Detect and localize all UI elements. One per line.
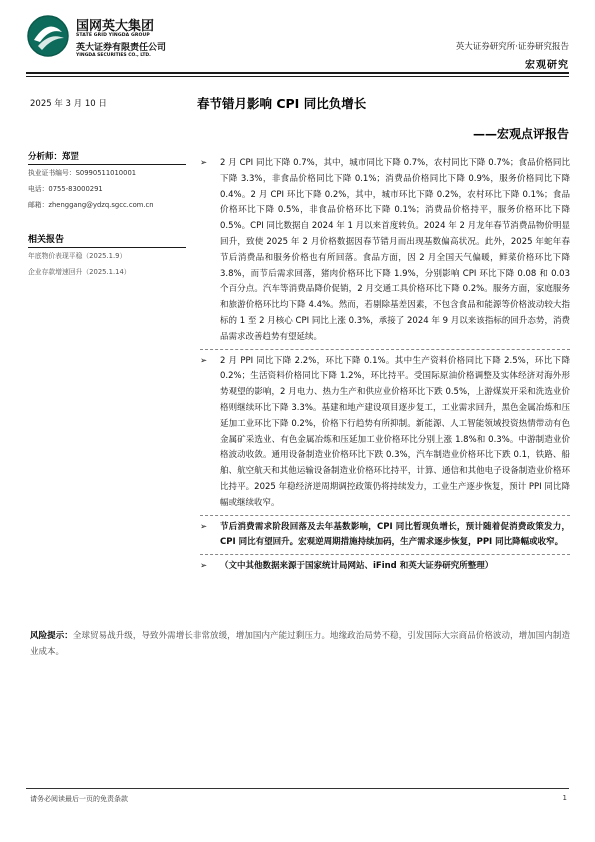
risk-text: 全球贸易战升级，导致外需增长非常放缓，增加国内产能过剩压力。地缘政治局势不稳，引发国际大宗商品价格波动，增加国内制造业成本。 xyxy=(30,631,570,657)
risk-warning xyxy=(30,628,570,660)
analyst-heading: 分析师：郑罡 xyxy=(28,152,80,162)
analyst-phone: 电话：0755-83000291 xyxy=(28,185,103,193)
bullet-paragraph xyxy=(200,520,570,552)
analyst-email: 邮箱：zhenggang@ydzq.sgcc.com.cn xyxy=(28,201,154,209)
arrow-bullet-icon: ➢ xyxy=(200,561,208,572)
footer-disclaimer: 请务必阅读最后一页的免责条款 xyxy=(30,795,128,803)
logo-group-name-en: STATE GRID YINGDA GROUP xyxy=(76,33,150,38)
logo-company-name-en: YINGDA SECURITIES CO., LTD. xyxy=(76,53,151,58)
paragraph-divider xyxy=(200,349,570,350)
report-title: 春节错月影响 CPI 同比负增长 xyxy=(197,96,367,111)
arrow-bullet-icon: ➢ xyxy=(200,521,208,532)
bullet-paragraph xyxy=(200,156,570,346)
bullet-text: （文中其他数据来源于国家统计局网站、iFind 和英大证券研究所整理） xyxy=(220,561,494,572)
header-rule xyxy=(26,72,569,74)
related-rule xyxy=(28,247,186,248)
main-content xyxy=(200,156,570,575)
analyst-license: 执业证书编号：S0990511010001 xyxy=(28,169,137,177)
arrow-bullet-icon: ➢ xyxy=(200,158,208,168)
report-category: 宏观研究 xyxy=(525,60,569,71)
company-logo xyxy=(26,14,186,64)
analyst-rule xyxy=(28,164,186,165)
paragraph-divider xyxy=(200,515,570,516)
related-report-link[interactable]: 企业存款增速回升（2025.1.14） xyxy=(28,268,131,276)
report-date: 2025 年 3 月 10 日 xyxy=(30,99,107,109)
state-grid-logo-icon xyxy=(26,14,70,58)
related-reports-heading: 相关报告 xyxy=(28,235,65,245)
footer-rule xyxy=(26,788,569,789)
bullet-text: 节后消费需求阶段回落及去年基数影响，CPI 同比暂现负增长，预计随着促消费政策发力，CPI 同比有望回升。宏观逆周期措施持续加码，生产需求逐步恢复，PPI 同比降幅或收窄。 xyxy=(220,521,570,548)
arrow-bullet-icon: ➢ xyxy=(200,355,208,366)
bullet-paragraph xyxy=(200,559,570,575)
institute-label: 英大证券研究所·证券研究报告 xyxy=(455,42,569,52)
header-rule-thin xyxy=(26,76,569,77)
report-subtitle: ——宏观点评报告 xyxy=(472,127,569,141)
bullet-text: 2 月 PPI 同比下降 2.2%，环比下降 0.1%。其中生产资料价格同比下降 2.5%，环比下降 0.2%；生活资料价格同比下降 1.2%，环比持平。受国际原油价格调整及实体经济对海外形势观望的影响，2 月电力、热力生产和供应业价格环比下跌 0.5%，上游煤炭开采和洗选业价格则继续环比下降 3.3%。基建和地产建设项目逐步复工，工业需求回升，黑色金属冶炼和压延加工业环比下降 0.2%，价格下行趋势有所抑制。新能源、人工智能领域投资热情带动有色金属矿采选业、有色金属冶炼和压延加工业价格环比分别上涨 1.8%和 0.3%。中游制造业价格波动收敛。通用设备制造业价格环比下跌 0.3%，汽车制造业价格环比下跌 0.1，铁路、船舶、航空航天和其他运输设备制造业价格环比持平，计算、通信和其他电子设备制造业价格环比持平。2025 年稳经济逆周期调控政策仍将持续发力，工业生产逐步恢复，预计 PPI 同比降幅或继续收窄。 xyxy=(220,355,570,508)
sidebar xyxy=(28,150,186,280)
logo-company-name: 英大证券有限责任公司 xyxy=(76,43,167,53)
related-report-link[interactable]: 年底物价表现平稳（2025.1.9） xyxy=(28,252,127,260)
bullet-paragraph xyxy=(200,354,570,512)
bullet-text: 2 月 CPI 同比下降 0.7%，其中，城市同比下降 0.7%，农村同比下降 0.7%；食品价格同比下降 3.3%，非食品价格同比下降 0.1%；消费品价格同比下降 0.9%，服务价格同比下降 0.4%。2 月 CPI 环比下降 0.2%，其中，城市环比下降 0.2%，农村环比下降 0.1%；食品价格环比下降 0.5%，非食品价格环比下降 0.1%；消费品价格持平，服务价格环比下降 0.5%。CPI 同比数据自 2024 年 1 月以来首度转负。2024 年 2 月龙年春节消费品物价明显回升，致使 2025 年 2 月价格数据因春节错月而出现基数偏高状况。此外，2025 年蛇年春节后消费品和服务价格也有所回落。食品方面，因 2 月全国天气偏暖，鲜菜价格环比下降 3.8%，而节后需求回落，猪肉价格环比下降 1.9%，分别影响 CPI 环比下降 0.08 和 0.03 个百分点。汽车等消费品降价促销，2 月交通工具价格环比下降 0.2%。服务方面，家庭服务和旅游价格环比均下降 4.4%。然而，若剔除基差因素，不包含食品和能源等价格波动较大指标的 1 至 2 月核心 CPI 同比上涨 0.3%，承接了 2024 年 9 月以来该指标的回升态势，消费品需求改善趋势有望延续。 xyxy=(220,158,570,342)
risk-label: 风险提示： xyxy=(30,631,73,641)
page-number: 1 xyxy=(562,794,567,802)
logo-group-name: 国网英大集团 xyxy=(76,19,155,34)
paragraph-divider xyxy=(200,554,570,555)
